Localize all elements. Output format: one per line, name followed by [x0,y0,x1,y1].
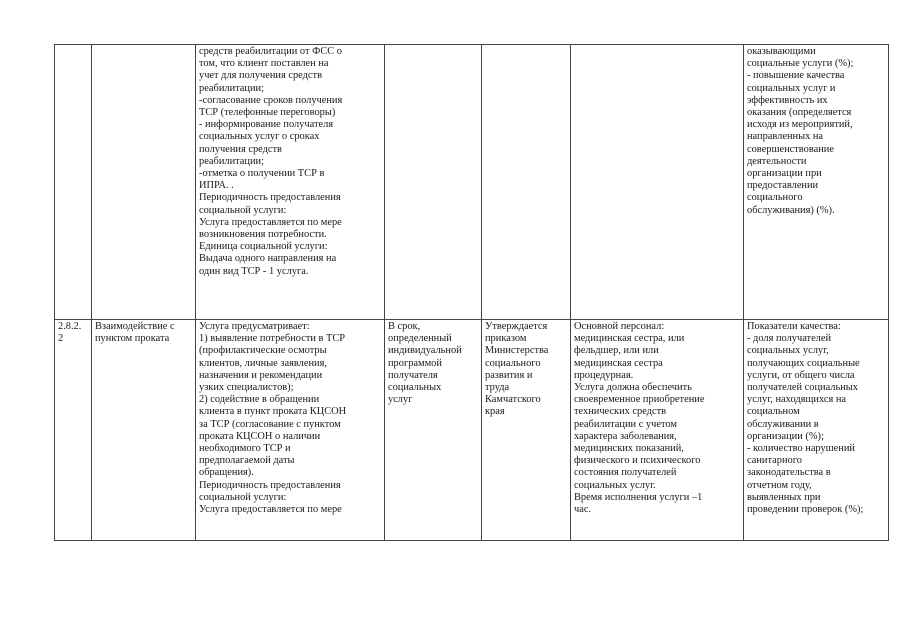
cell-standard [482,320,571,541]
text-line: обслуживании в [747,418,819,430]
text-line: медицинских показаний, [574,443,684,455]
text-line: Время исполнения услуги –1 [574,491,703,503]
text-line: характера заболевания, [574,430,677,442]
text-line: организации (%); [747,430,824,442]
cell-description [196,320,385,541]
text-line: Периодичность предоставления [199,192,341,204]
text-line: получателя [388,369,438,381]
service-term [388,321,478,406]
text-line: получателей социальных [747,382,858,394]
text-line: социального [747,192,803,204]
cell-name-empty [92,45,196,320]
text-line: оказывающими [747,46,816,57]
table-row-continuation [55,45,889,320]
text-line: реабилитации с учетом [574,418,677,430]
text-line: 2 [58,333,64,345]
text-line: реабилитации; [199,155,264,167]
text-line: Услуга предусматривает: [199,321,310,332]
text-line: том, что клиент поставлен на [199,58,329,70]
text-line: фельдшер, или или [574,345,659,357]
text-line: Услуга должна обеспечить [574,382,692,394]
text-line: труда [485,382,510,394]
text-line: клиента в пункт проката КЦСОН [199,406,347,418]
text-line: -отметка о получении ТСР в [199,168,325,180]
cell-quality-continued [744,45,889,320]
text-line: определенный [388,333,452,345]
text-line: проведении проверок (%); [747,504,864,516]
text-line: физического и психического [574,455,701,467]
text-line: возникновения потребности. [199,229,327,241]
quality-continued-text [747,46,885,217]
text-line: ИПРА. . [199,180,234,192]
text-line: приказом [485,333,527,345]
text-line: края [485,406,505,418]
text-line: пунктом проката [95,333,170,345]
cell-standard-empty [482,45,571,320]
text-line: - доля получателей [747,333,832,345]
text-line: учет для получения средств [199,70,322,82]
text-line: законодательства в [747,467,831,479]
cell-number-empty [55,45,92,320]
text-line: Показатели качества: [747,321,841,332]
text-line: - информирование получателя [199,119,334,131]
text-line: направленных на [747,131,824,143]
text-line: Основной персонал: [574,321,665,332]
text-line: социальных услуг, [747,345,829,357]
text-line: исходя из мероприятий, [747,119,853,131]
text-line: социальные услуги (%); [747,58,854,70]
text-line: технических средств [574,406,667,418]
text-line: санитарного [747,455,802,467]
cell-conditions-empty [571,45,744,320]
text-line: Утверждается [485,321,548,332]
service-standard [485,321,567,419]
text-line: Выдача одного направления на [199,253,337,265]
text-line: Камчатского [485,394,541,406]
text-line: клиентов, личные заявления, [199,357,327,369]
text-line: своевременное приобретение [574,394,705,406]
text-line: узких специалистов); [199,382,294,394]
text-line: услуги, от общего числа [747,369,855,381]
text-line: совершенствование [747,143,834,155]
text-line: обслуживания) (%). [747,204,835,216]
text-line: услуг, находящихся на [747,394,847,406]
text-line: 2) содействие в обращении [199,394,320,406]
text-line: программой [388,357,442,369]
text-line: проката КЦСОН о наличии [199,430,321,442]
text-line: Периодичность предоставления [199,479,341,491]
services-table [54,44,889,541]
service-number [58,321,88,345]
description-continued-text [199,46,381,278]
text-line: социальных [388,382,442,394]
text-line: оказания (определяется [747,107,852,119]
text-line: В срок, [388,321,421,332]
text-line: Взаимодействие с [95,321,175,332]
text-line: один вид ТСР - 1 услуга. [199,265,309,277]
text-line: средств реабилитации от ФСС о [199,46,342,57]
text-line: эффективность их [747,94,828,106]
text-line: реабилитации; [199,82,264,94]
cell-term-empty [385,45,482,320]
text-line: развития и [485,369,533,381]
text-line: медицинская сестра [574,357,663,369]
text-line: отчетном году, [747,479,812,491]
text-line: за ТСР (согласование с пунктом [199,418,341,430]
table-row-2-8-2-2 [55,320,889,541]
text-line: - количество нарушений [747,443,855,455]
text-line: социальных услуг. [574,479,656,491]
text-line: Услуга предоставляется по мере [199,504,342,516]
text-line: - повышение качества [747,70,845,82]
cell-quality [744,320,889,541]
text-line: Единица социальной услуги: [199,241,328,253]
cell-conditions [571,320,744,541]
text-line: услуг [388,394,413,406]
text-line: назначения и рекомендации [199,369,323,381]
text-line: получения средств [199,143,282,155]
text-line: предполагаемой даты [199,455,295,467]
text-line: индивидуальной [388,345,462,357]
text-line: -согласование сроков получения [199,94,343,106]
text-line: социальной услуги: [199,204,287,216]
text-line: 2.8.2. [58,321,82,332]
cell-term [385,320,482,541]
service-name [95,321,192,345]
text-line: ТСР (телефонные переговоры) [199,107,336,119]
text-line: 1) выявление потребности в ТСР [199,333,346,345]
service-quality [747,321,885,516]
service-conditions [574,321,740,516]
text-line: час. [574,504,592,516]
text-line: социального [485,357,541,369]
text-line: предоставлении [747,180,819,192]
service-description [199,321,381,516]
text-line: социальном [747,406,800,418]
text-line: Услуга предоставляется по мере [199,216,342,228]
text-line: Министерства [485,345,549,357]
text-line: социальных услуг и [747,82,836,94]
text-line: социальных услуг о сроках [199,131,320,143]
text-line: процедурная. [574,369,634,381]
cell-description-continued [196,45,385,320]
text-line: необходимого ТСР и [199,443,291,455]
text-line: получающих социальные [747,357,860,369]
text-line: организации при [747,168,822,180]
text-line: обращения). [199,467,254,479]
cell-number [55,320,92,541]
text-line: деятельности [747,155,807,167]
text-line: выявленных при [747,491,821,503]
text-line: медицинская сестра, или [574,333,685,345]
text-line: социальной услуги: [199,491,287,503]
cell-name [92,320,196,541]
text-line: (профилактические осмотры [199,345,327,357]
text-line: состояния получателей [574,467,677,479]
